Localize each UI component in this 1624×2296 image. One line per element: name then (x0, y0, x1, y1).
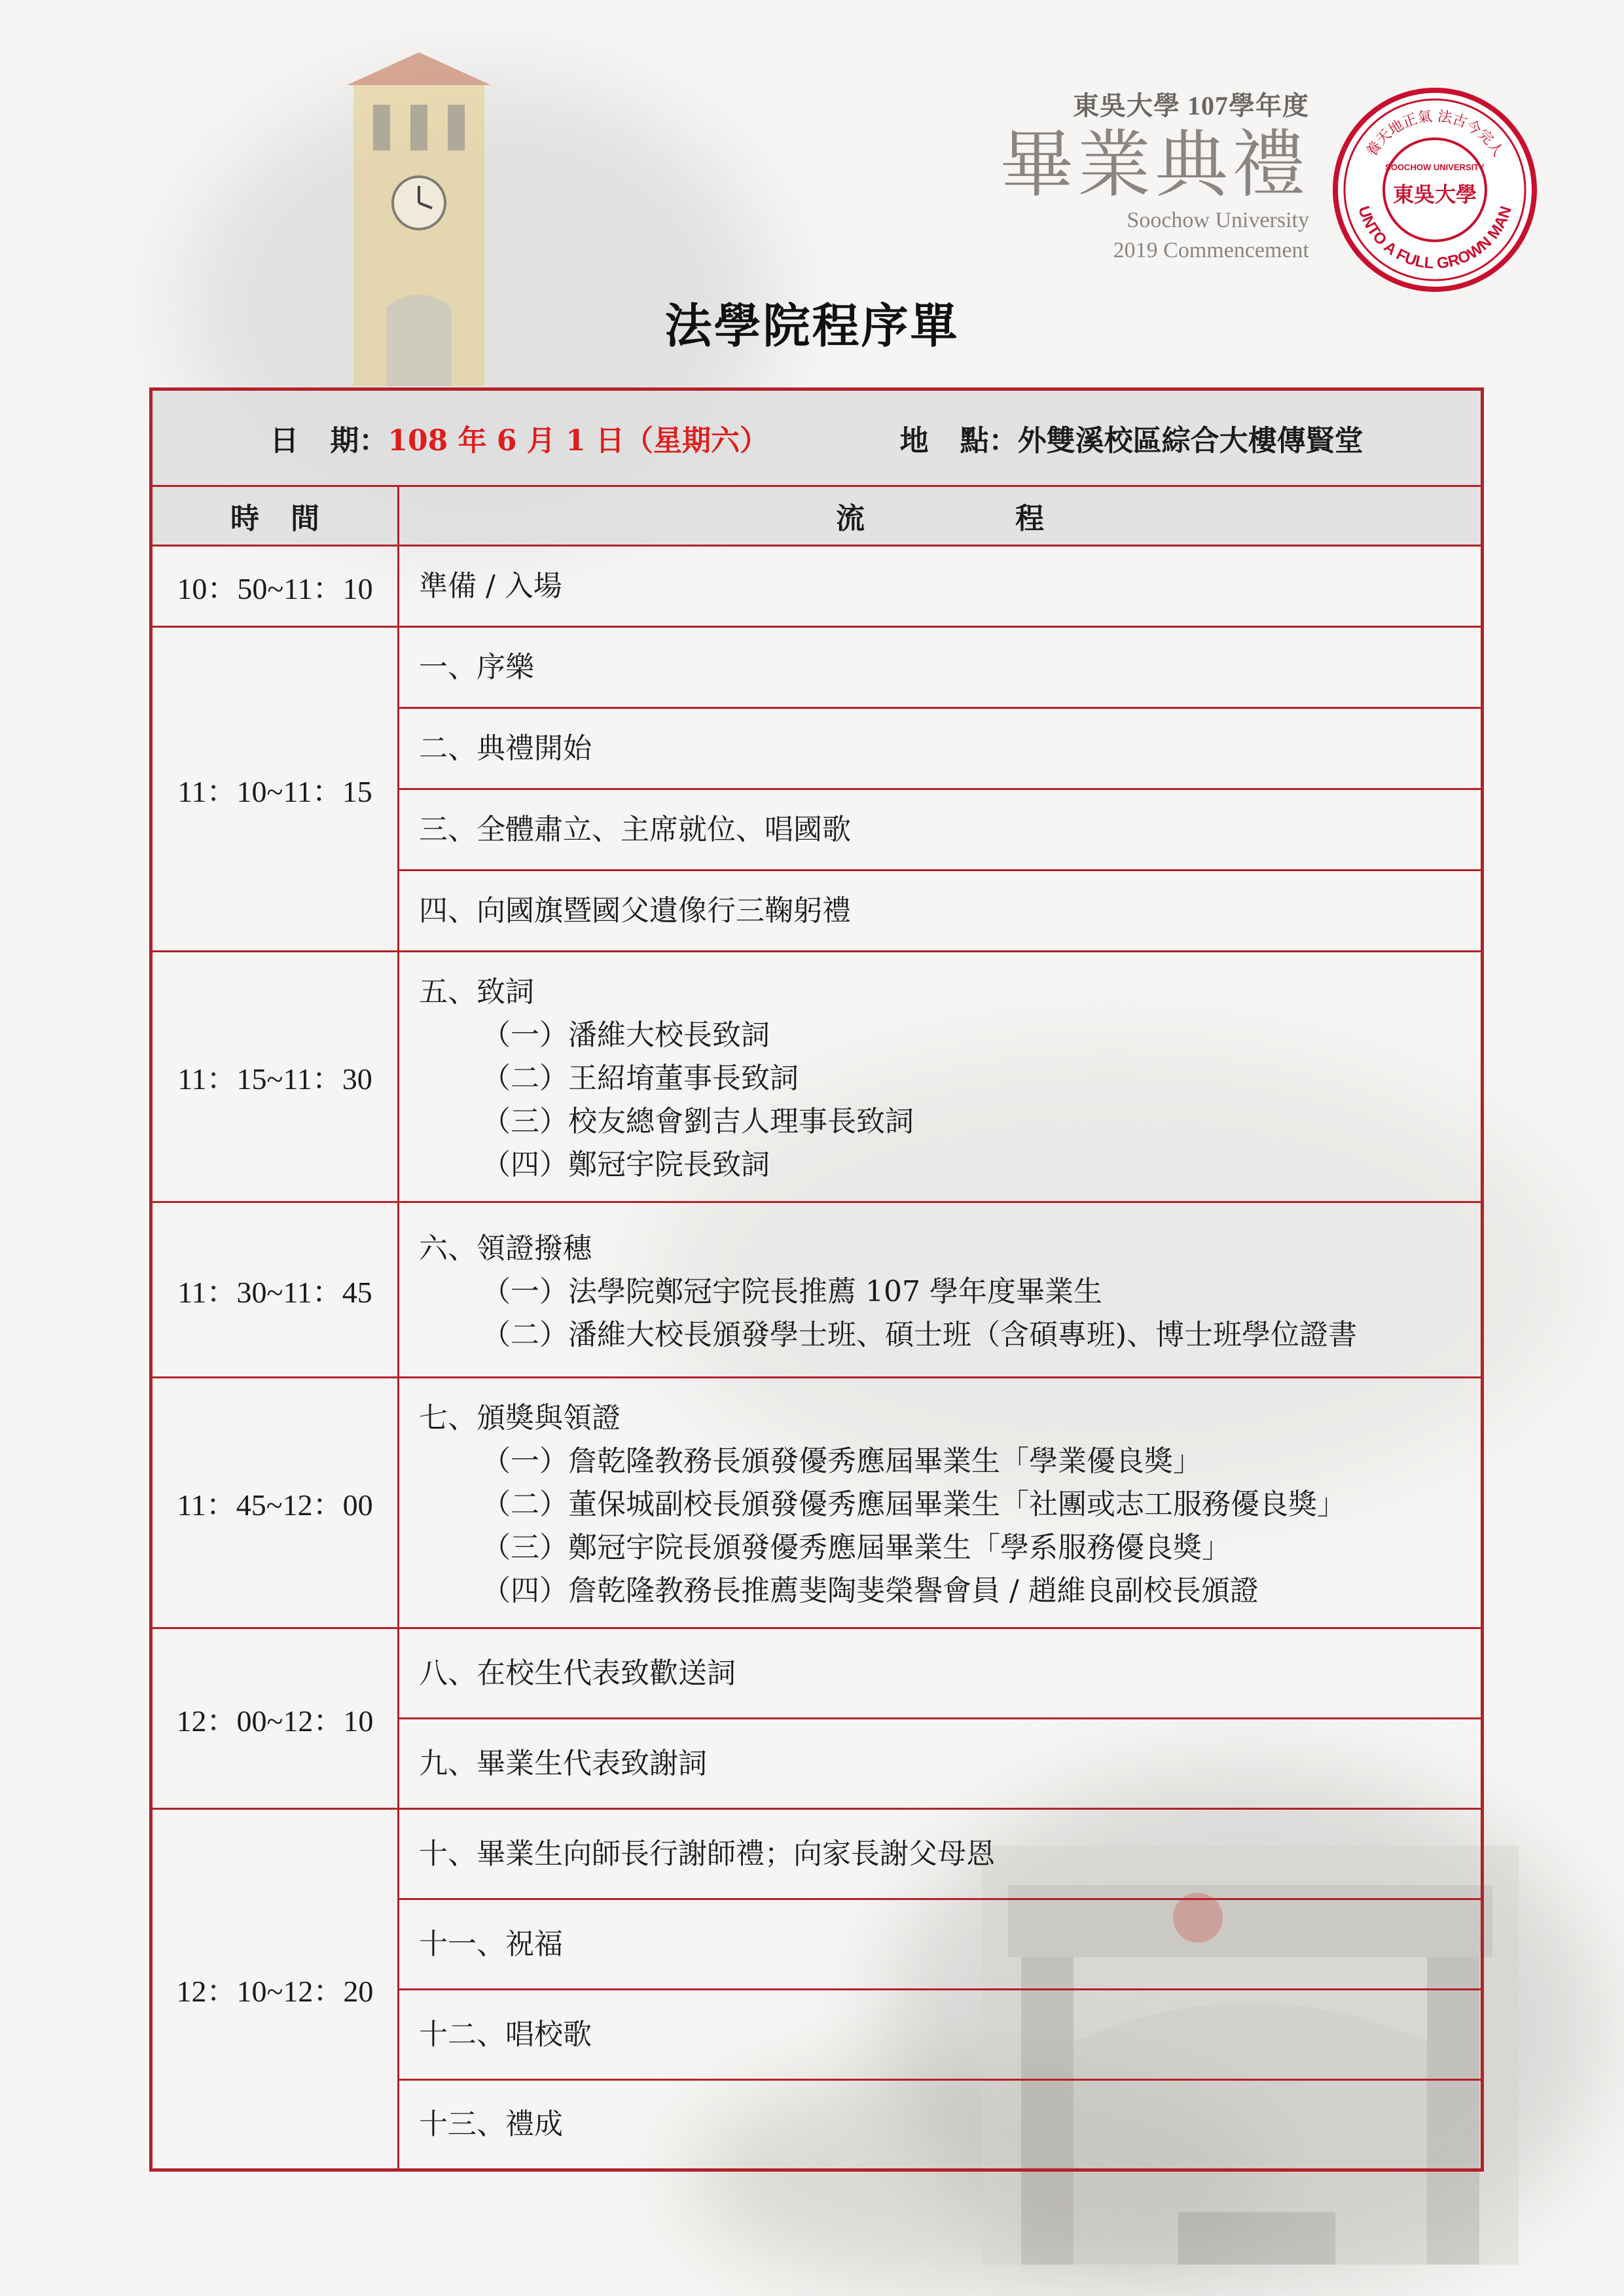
seal-center-text: 東吳大學 (1392, 182, 1477, 207)
program-item-group (399, 1202, 1483, 1378)
english-name: Soochow University (1127, 208, 1309, 233)
time-column-header: 時 間 (151, 486, 399, 546)
program-subitem: （三）鄭冠宇院長頒發優秀應屆畢業生「學系服務優良獎」 (482, 1531, 1231, 1564)
english-event: 2019 Commencement (1113, 238, 1309, 263)
program-item: 十三、禮成 (399, 2080, 1483, 2170)
date-colon: ： (359, 424, 388, 457)
program-subitem: （二）董保城副校長頒發優秀應屆畢業生「社團或志工服務優良獎」 (482, 1488, 1346, 1521)
table-row (151, 952, 1483, 1202)
date-value: 108 年 6 月 1 日（星期六） (388, 424, 769, 457)
date-place-cell (151, 389, 1483, 486)
program-subitem: （一）潘維大校長致詞 (482, 1018, 770, 1052)
program-item: 十一、祝福 (399, 1899, 1483, 1990)
seal-ring-text: UNTO A FULL GROWN MAN (1354, 204, 1515, 273)
program-item-group (399, 1378, 1483, 1628)
table-row (151, 1809, 1483, 1899)
page-title: 法學院程序單 (664, 298, 960, 353)
table-row (151, 1378, 1483, 1628)
table-row (151, 546, 1483, 627)
program-item: 一、序樂 (399, 627, 1483, 708)
program-item: 四、向國旗暨國父遺像行三鞠躬禮 (399, 870, 1483, 952)
program-subitem: （二）潘維大校長頒發學士班、碩士班（含碩專班)、博士班學位證書 (482, 1318, 1358, 1352)
place-colon: ： (988, 424, 1018, 457)
ceremony-header (929, 85, 1309, 266)
program-item: 十二、唱校歌 (399, 1990, 1483, 2080)
time-cell: 12：10~12：20 (151, 1809, 399, 2170)
program-item: 六、領證撥穗 (419, 1231, 592, 1265)
ceremony-title: 畢業典禮 (1000, 122, 1309, 207)
time-cell: 11：15~11：30 (151, 952, 399, 1202)
program-subitem: （四）鄭冠宇院長致詞 (482, 1148, 770, 1181)
program-subitem: （一）法學院鄭冠宇院長推薦 107 學年度畢業生 (482, 1274, 1102, 1308)
program-table (149, 387, 1484, 2172)
time-cell: 11：10~11：15 (151, 627, 399, 952)
time-cell: 11：45~12：00 (151, 1378, 399, 1628)
program-subitem: （二）王紹堉董事長致詞 (482, 1062, 799, 1095)
table-row (151, 1202, 1483, 1378)
table-row (151, 1628, 1483, 1719)
time-cell: 11：30~11：45 (151, 1202, 399, 1378)
column-header-row (151, 486, 1483, 546)
time-cell: 12：00~12：10 (151, 1628, 399, 1809)
program-item: 準備 / 入場 (399, 546, 1483, 627)
university-year: 東吳大學 107學年度 (1073, 91, 1309, 120)
place-value: 外雙溪校區綜合大樓傳賢堂 (1017, 424, 1363, 457)
program-item: 七、頒獎與領證 (419, 1401, 621, 1435)
program-subitem: （一）詹乾隆教務長頒發優秀應屆畢業生「學業優良獎」 (482, 1444, 1202, 1478)
date-label: 日 期 (270, 424, 359, 457)
table-row (151, 627, 1483, 708)
program-item-group (399, 952, 1483, 1202)
date-place-row (151, 389, 1483, 486)
program-item: 九、畢業生代表致謝詞 (399, 1719, 1483, 1809)
program-item: 三、全體肅立、主席就位、唱國歌 (399, 789, 1483, 870)
seal-outer-text: 養天地正氣 法古今完人 (1363, 108, 1506, 160)
program-item: 二、典禮開始 (399, 708, 1483, 789)
program-item: 八、在校生代表致歡送詞 (399, 1628, 1483, 1719)
program-subitem: （四）詹乾隆教務長推薦斐陶斐榮譽會員 / 趙維良副校長頒證 (482, 1574, 1259, 1607)
program-item: 五、致詞 (419, 975, 534, 1009)
seal-inner-text: SOOCHOW UNIVERSITY (1385, 162, 1485, 172)
university-seal-logo (1330, 85, 1540, 295)
time-cell: 10：50~11：10 (151, 546, 399, 627)
program-item: 十、畢業生向師長行謝師禮；向家長謝父母恩 (399, 1809, 1483, 1899)
program-subitem: （三）校友總會劉吉人理事長致詞 (482, 1105, 914, 1138)
place-label: 地 點 (899, 424, 989, 457)
flow-column-header: 流 程 (399, 486, 1483, 546)
